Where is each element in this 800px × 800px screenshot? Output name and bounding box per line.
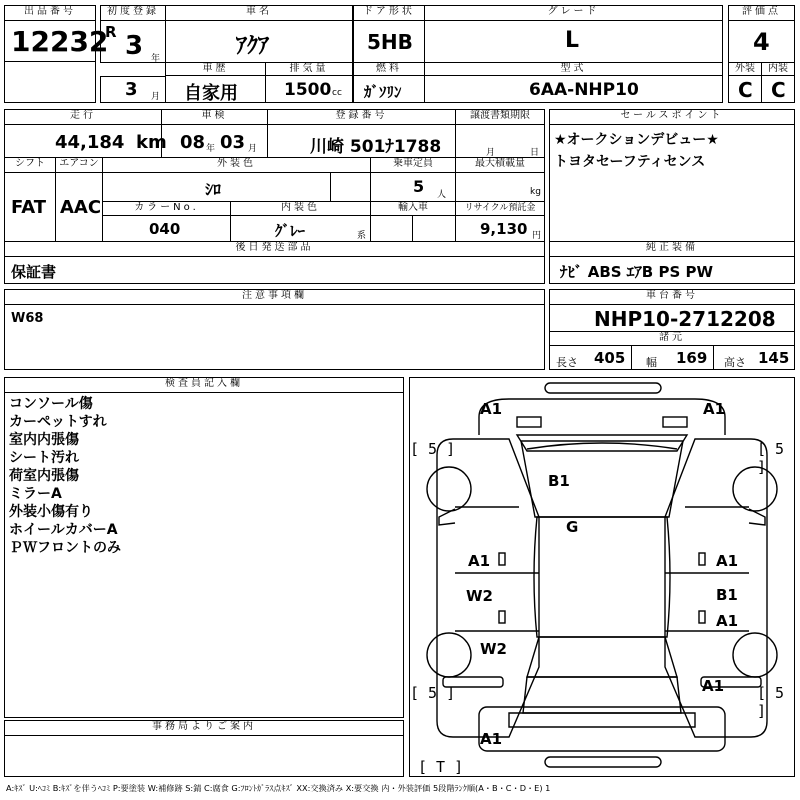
mark-roof: B1: [548, 472, 570, 490]
displacement-cell: [265, 75, 353, 103]
right-handle-1: [699, 553, 705, 565]
inspector-header: 検査員記入欄: [4, 377, 404, 393]
displacement: 1500: [284, 80, 332, 100]
mileage-cell: [4, 124, 167, 158]
import-cell-a: [370, 215, 413, 242]
reg-year: 3: [125, 31, 144, 61]
inspection-month: 03: [220, 132, 246, 153]
plate-number: 川崎 501ﾅ1788: [310, 137, 442, 157]
mark-left-rear-door: W2: [466, 587, 493, 605]
max-load-unit: kg: [530, 187, 541, 197]
left-handle-2: [499, 611, 505, 623]
fuel-header: 燃料: [353, 62, 425, 76]
door-header: ドア形状: [353, 5, 425, 21]
shift-header: シフト: [4, 157, 56, 173]
tire-fl: [ 5 ]: [410, 440, 456, 458]
left-handle-1: [499, 553, 505, 565]
exterior-header: 外装: [728, 62, 762, 76]
notes: W68: [11, 311, 44, 326]
model: 6AA-NHP10: [529, 80, 639, 100]
car-name-cell: [165, 20, 353, 63]
lot-blank-cell: [4, 61, 96, 103]
height: 145: [758, 349, 790, 367]
recycle-header: リサイクル預託金: [455, 201, 545, 216]
int-color-cell: [230, 215, 371, 242]
plate-header: 登録番号: [267, 109, 456, 125]
spare-tire: [ T ]: [418, 758, 464, 776]
lot-number-cell: [4, 20, 109, 62]
width-cell: [631, 345, 714, 370]
mark-front-left: A1: [480, 400, 503, 418]
displacement-unit: cc: [332, 88, 342, 98]
fuel: ｶﾞｿﾘﾝ: [364, 83, 402, 101]
office-header: 事務局よりご案内: [4, 720, 404, 736]
rear-bar-outline: [545, 757, 661, 767]
mileage: 44,184: [55, 132, 125, 153]
color-no-cell: [102, 215, 231, 242]
color-header: 外装色: [102, 157, 371, 173]
transfer-month-unit: 月: [486, 148, 496, 158]
wheel-rl: [427, 633, 471, 677]
aircon: AAC: [60, 197, 102, 218]
capacity-header: 乗車定員: [370, 157, 456, 173]
color-sub-cell: [330, 172, 371, 202]
plate-cell: [267, 124, 456, 158]
grade-header: グレード: [424, 5, 723, 21]
lot-number-header: 出品番号: [4, 5, 96, 21]
recycle-fee: 9,130: [480, 220, 528, 238]
remark-1: コンソール傷: [9, 396, 93, 412]
remark-5: 荷室内張傷: [9, 468, 79, 484]
interior-cell: [761, 75, 795, 103]
transfer-day-unit: 日: [530, 148, 540, 158]
interior-score: C: [771, 78, 786, 102]
reg-year-unit: 年: [151, 54, 161, 64]
aircon-header: エアコン: [55, 157, 103, 173]
mark-right-rear-door-a: A1: [716, 612, 739, 630]
length: 405: [594, 349, 626, 367]
right-handle-2: [699, 611, 705, 623]
remark-8: ホイールカバーA: [9, 522, 118, 538]
hood: [521, 441, 683, 517]
color: ｼﾛ: [205, 180, 222, 199]
mark-left-rear: W2: [480, 640, 507, 658]
exterior-cell: [728, 75, 762, 103]
era: R: [105, 23, 117, 41]
fuel-cell: [353, 75, 425, 103]
mark-right-front-door: A1: [716, 552, 739, 570]
notes-header: 注意事項欄: [4, 289, 545, 305]
remark-4: シート汚れ: [9, 450, 79, 466]
inspection-year: 08: [180, 132, 206, 153]
history-cell: [165, 75, 266, 103]
mark-rear-bumper: A1: [480, 730, 503, 748]
color-cell: [102, 172, 331, 202]
inspection-year-unit: 年: [206, 144, 216, 154]
score-header: 評価点: [728, 5, 795, 21]
roof: [534, 517, 670, 637]
tire-fr: [ 5 ]: [757, 440, 785, 476]
import-cell-b: [412, 215, 456, 242]
interior-color-unit: 系: [357, 231, 367, 241]
width: 169: [676, 349, 708, 367]
car-name: ｱｸｱ: [236, 34, 270, 59]
later-parts: 保証書: [11, 263, 57, 281]
wheel-rr: [733, 633, 777, 677]
color-no-header: カラーNo.: [102, 201, 231, 216]
car-name-header: 車名: [165, 5, 353, 21]
rear-window: [527, 637, 677, 677]
model-header: 型式: [424, 62, 723, 76]
remark-9: ＰＷフロントのみ: [9, 540, 121, 556]
mark-front-right: A1: [703, 400, 726, 418]
capacity: 5: [413, 177, 425, 196]
mileage-unit: km: [136, 132, 167, 153]
history-header: 車歴: [165, 62, 266, 76]
shift-cell: [4, 172, 56, 242]
chassis-cell: [549, 304, 795, 332]
headlight-left: [517, 417, 541, 427]
model-cell: [424, 75, 723, 103]
recycle-cell: [455, 215, 545, 242]
inspection-month-unit: 月: [248, 144, 258, 154]
inspection-header: 車検: [161, 109, 268, 125]
lot-number: 12232: [11, 25, 109, 58]
interior-color: ｸﾞﾚｰ: [275, 222, 306, 240]
height-cell: [713, 345, 795, 370]
headlight-right: [663, 417, 687, 427]
specs-header: 諸元: [549, 331, 795, 346]
genuine-header: 純正装備: [549, 241, 795, 257]
mark-left-front-door: A1: [468, 552, 491, 570]
history: 自家用: [184, 83, 238, 104]
reg-month-unit: 月: [151, 92, 161, 102]
chassis-number: NHP10-2712208: [594, 307, 776, 331]
sales-point-cell: [549, 124, 795, 242]
score-cell: [728, 20, 795, 63]
front-bumper-outline: [545, 383, 661, 393]
first-reg-header: 初度登録: [100, 5, 166, 21]
car-diagram: [409, 377, 795, 777]
first-reg-month-cell: [100, 76, 166, 103]
length-label: 長さ: [556, 356, 578, 369]
later-parts-header: 後日発送部品: [4, 241, 545, 257]
mileage-header: 走行: [4, 109, 162, 125]
front-outline: [479, 399, 725, 435]
width-label: 幅: [646, 356, 657, 369]
grade-cell: [424, 20, 723, 63]
remark-6: ミラーA: [9, 486, 62, 502]
rear-panel: [509, 713, 695, 727]
capacity-unit: 人: [437, 190, 447, 200]
max-load-cell: [455, 172, 545, 202]
int-color-header: 内装色: [230, 201, 371, 216]
legend: A:ｷｽﾞ U:ﾍｺﾐ B:ｷｽﾞを伴うﾍｺﾐ P:要塗装 W:補修跡 S:錆 C:腐食 G:ﾌﾛﾝﾄｶﾞﾗｽ点ｷｽﾞ XX:交換済み X:要交換 内・外装評価 5段階ﾗﾝｸ順(A・B・C・D・E) 1: [6, 783, 551, 793]
notes-cell: [4, 304, 545, 370]
tire-rr: [ 5 ]: [757, 684, 785, 720]
office-cell: [4, 735, 404, 777]
sales-point-2: トヨタセーフティセンス: [554, 154, 706, 170]
grade: L: [565, 28, 580, 53]
inspection-cell: [161, 124, 268, 158]
mark-right-rear-door-b: B1: [716, 586, 738, 604]
exterior-score: C: [738, 78, 753, 102]
transfer-cell: [455, 124, 545, 158]
transfer-header: 譲渡書類期限: [455, 109, 545, 125]
interior-header: 内装: [761, 62, 795, 76]
height-label: 高さ: [724, 356, 746, 369]
mark-right-rear: A1: [702, 677, 725, 695]
recycle-unit: 円: [532, 231, 542, 241]
genuine-equipment: ﾅﾋﾞ ABS ｴｱB PS PW: [560, 263, 714, 281]
color-no: 040: [149, 220, 181, 238]
remark-3: 室内内張傷: [9, 432, 79, 448]
overall-score: 4: [753, 28, 770, 56]
later-parts-cell: [4, 256, 545, 284]
first-reg-year-cell: [100, 20, 166, 63]
door-type: 5HB: [367, 30, 413, 54]
remark-7: 外装小傷有り: [9, 504, 93, 520]
wheel-fl: [427, 467, 471, 511]
door-cell: [353, 20, 425, 63]
shift: FAT: [11, 197, 47, 218]
aircon-cell: [55, 172, 103, 242]
mark-center: G: [566, 518, 579, 536]
reg-month: 3: [125, 79, 138, 100]
windshield-curve: [527, 443, 677, 449]
length-cell: [549, 345, 632, 370]
tire-rl: [ 5 ]: [410, 684, 456, 702]
sales-point-1: ★オークションデビュー★: [554, 132, 719, 148]
max-load-header: 最大積載量: [455, 157, 545, 173]
sales-point-header: セールスポイント: [549, 109, 795, 125]
displacement-header: 排気量: [265, 62, 353, 76]
capacity-cell: [370, 172, 456, 202]
inspector-remarks: [4, 392, 404, 718]
chassis-header: 車台番号: [549, 289, 795, 305]
remark-2: カーペットすれ: [9, 414, 107, 430]
genuine-cell: [549, 256, 795, 284]
import-header: 輸入車: [370, 201, 456, 216]
